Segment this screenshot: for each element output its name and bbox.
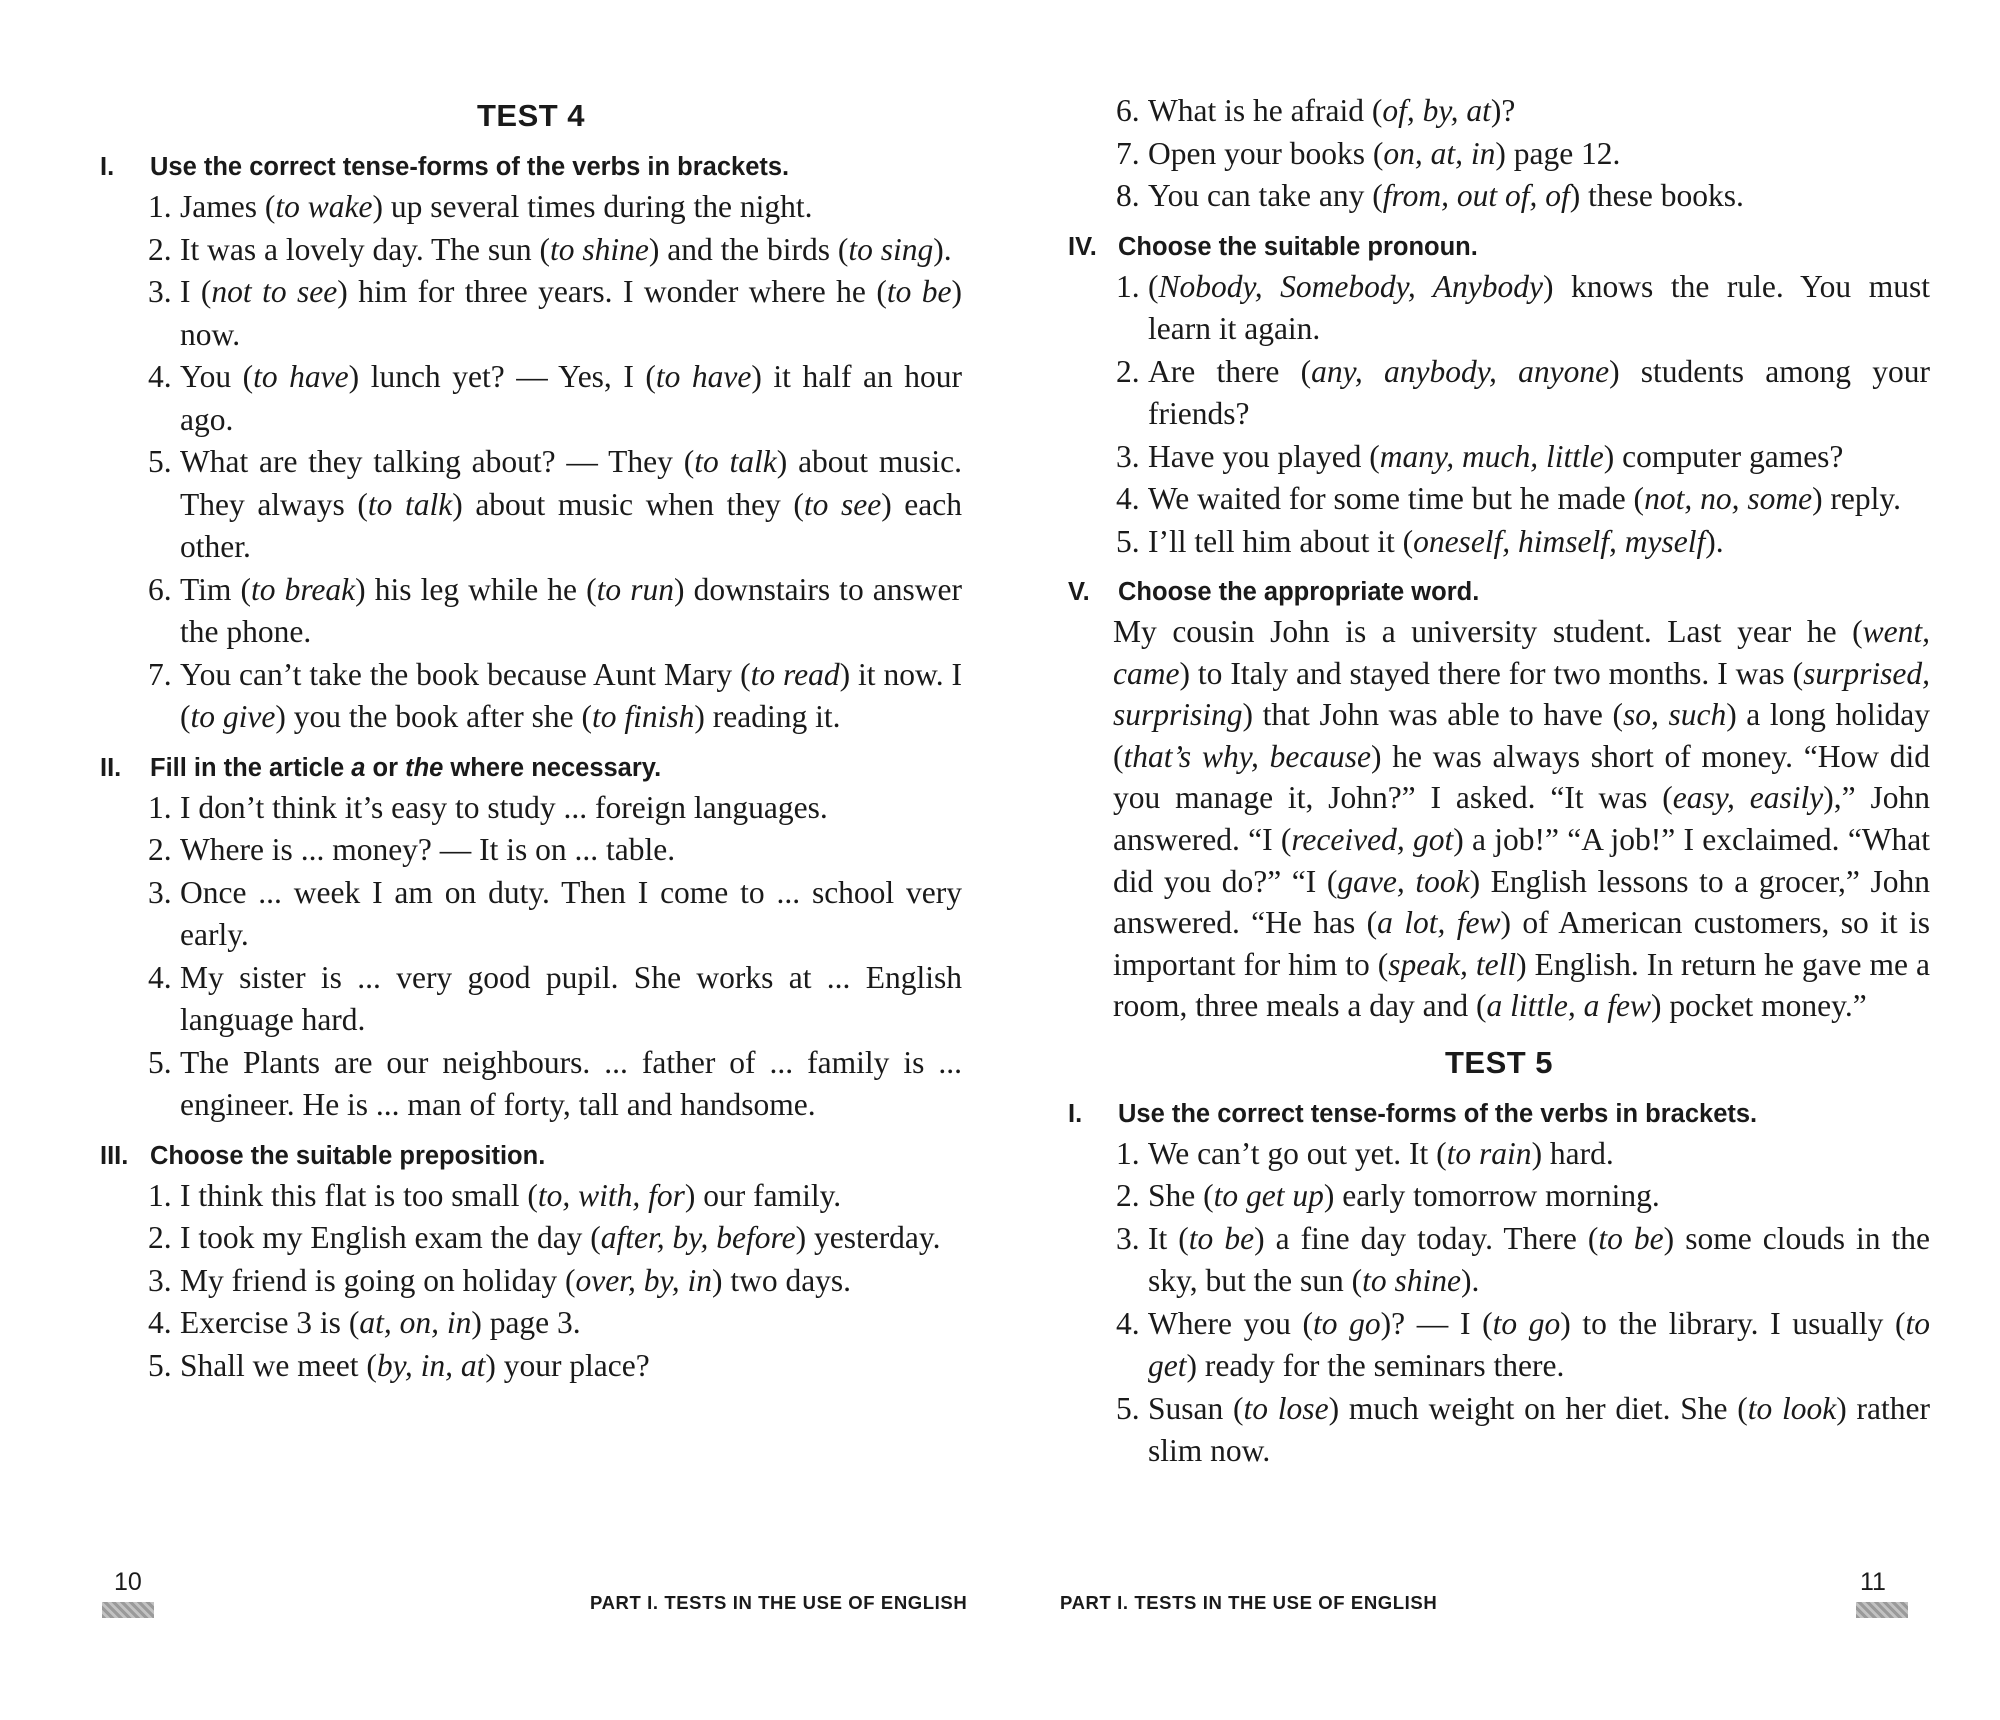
item-number: 4. [148, 1305, 172, 1340]
item-text: Have you played (many, much, little) computer games? [1148, 438, 1844, 474]
item-number: 3. [148, 274, 172, 309]
right-column [1068, 90, 1930, 1483]
list-item [100, 441, 962, 569]
item-text: Tim (to break) his leg while he (to run) downstairs to answer the phone. [180, 571, 963, 649]
task [1068, 228, 1930, 564]
item-number: 5. [148, 444, 172, 479]
right-page [1000, 0, 2000, 1720]
task-number: I. [1068, 1099, 1083, 1128]
item-text: Susan (to lose) much weight on her diet. She (to look) rather slim now. [1148, 1390, 1931, 1469]
list-item [100, 1345, 962, 1388]
task-number: V. [1068, 578, 1090, 606]
task-instruction: Use the correct tense-forms of the verbs in brackets. [150, 153, 790, 181]
item-text: My sister is ... very good pupil. She works at ... English language hard. [180, 959, 962, 1037]
task [100, 749, 962, 1127]
item-number: 2. [1116, 1178, 1140, 1214]
task [1068, 1095, 1930, 1473]
item-text: What are they talking about? — They (to talk) about music. They always (to talk) about music when they (to see) each other. [180, 444, 962, 564]
task-instruction: Use the correct tense-forms of the verbs in brackets. [1118, 1099, 1758, 1128]
item-text: Are there (any, anybody, anyone) students among your friends? [1148, 353, 1930, 431]
list-item [1068, 1388, 1930, 1473]
list-item [100, 1217, 962, 1260]
item-text: We can’t go out yet. It (to rain) hard. [1148, 1135, 1614, 1171]
task-heading [1068, 1095, 1930, 1133]
page-number-bar [102, 1602, 154, 1618]
test-title: TEST 4 [476, 98, 586, 133]
item-text: What is he afraid (of, by, at)? [1148, 93, 1516, 128]
item-number: 6. [148, 571, 172, 607]
item-number: 5. [148, 1044, 172, 1080]
item-number: 1. [148, 1177, 172, 1213]
item-text: It (to be) a fine day today. There (to be) some clouds in the sky, but the sun (to shine). [1148, 1220, 1931, 1299]
item-text: I (not to see) him for three years. I wonder where he (to be) now. [180, 274, 962, 352]
running-footer: PART I. TESTS IN THE USE OF ENGLISH [590, 1592, 968, 1613]
right-tasks [1068, 228, 1930, 1027]
item-text: (Nobody, Somebody, Anybody) knows the rule. You must learn it again. [1148, 268, 1930, 346]
task-heading [100, 1137, 962, 1175]
list-item [1068, 133, 1930, 176]
test-title: TEST 5 [1444, 1044, 1554, 1080]
page-number: 10 [114, 1568, 142, 1596]
item-number: 5. [1116, 523, 1140, 559]
list-item [1068, 1218, 1930, 1303]
task-instruction: Fill in the article a or the where necessary. [150, 753, 662, 782]
list-item [100, 787, 962, 830]
item-text: Shall we meet (by, in, at) your place? [180, 1347, 650, 1383]
item-number: 3. [148, 874, 172, 910]
list-item [1068, 478, 1930, 521]
item-text: I don’t think it’s easy to study ... foreign languages. [180, 789, 828, 825]
task-number: IV. [1068, 232, 1097, 261]
item-text: She (to get up) early tomorrow morning. [1148, 1178, 1660, 1214]
task-items [100, 1175, 962, 1388]
task-instruction: Choose the suitable preposition. [150, 1141, 546, 1170]
list-item [1068, 1133, 1930, 1176]
task [100, 148, 962, 739]
running-footer: PART I. TESTS IN THE USE OF ENGLISH [1060, 1592, 1438, 1613]
item-text: Open your books (on, at, in) page 12. [1148, 135, 1621, 171]
task-number: I. [100, 153, 115, 181]
item-number: 4. [1116, 1305, 1140, 1341]
task-number: II. [100, 753, 122, 782]
task-paragraph: My cousin John is a university student. Last year he (went, came) to Italy and stayed there for two months. I was (surprised, surprising) that John was able to have (so, such) a long holiday (that’s why, because) he was always short of money. “How did you manage it, John?” I asked. “It was (easy, easily),” John answered. “I (received, got) a job!” “A job!” I exclaimed. “What did you do?” “I (gave, took) English lessons to a grocer,” John answered. “He has (a lot, few) of American customers, so it is important for him to (speak, tell) English. In return he gave me a room, three meals a day and (a little, a few) pocket money.” [1113, 614, 1931, 1024]
item-text: I think this flat is too small (to, with, for) our family. [180, 1177, 842, 1213]
list-item [100, 1302, 962, 1345]
list-item [100, 872, 962, 957]
list-item [100, 1260, 962, 1303]
list-item [100, 229, 962, 272]
item-number: 5. [1116, 1390, 1140, 1426]
list-item [1068, 521, 1930, 564]
continued-list [1068, 90, 1930, 218]
item-text: We waited for some time but he made (not, no, some) reply. [1148, 481, 1901, 516]
list-item [100, 356, 962, 441]
item-number: 1. [1116, 1135, 1140, 1171]
item-number: 3. [1116, 438, 1140, 474]
list-item [1068, 1303, 1930, 1388]
item-number: 1. [148, 789, 172, 825]
item-number: 1. [1116, 268, 1140, 304]
task [1068, 573, 1930, 1027]
task-items [100, 787, 962, 1127]
item-number: 3. [148, 1262, 172, 1298]
item-number: 7. [148, 656, 172, 692]
list-item [1068, 1175, 1930, 1218]
item-text: Where is ... money? — It is on ... table. [180, 832, 676, 867]
task-heading [1068, 573, 1930, 611]
item-text: I took my English exam the day (after, by, before) yesterday. [180, 1220, 941, 1255]
item-number: 4. [148, 959, 172, 995]
page-number-bar [1856, 1602, 1908, 1618]
item-text: Exercise 3 is (at, on, in) page 3. [180, 1305, 581, 1340]
list-item [100, 271, 962, 356]
item-text: I’ll tell him about it (oneself, himself, myself). [1148, 523, 1724, 559]
item-number: 3. [1116, 1220, 1140, 1256]
list-item [100, 1175, 962, 1218]
item-text: It was a lovely day. The sun (to shine) and the birds (to sing). [180, 231, 952, 267]
left-tasks [100, 148, 962, 1387]
item-text: The Plants are our neighbours. ... father of ... family is ... engineer. He is ... man of forty, tall and handsome. [180, 1044, 962, 1122]
item-number: 1. [148, 189, 172, 224]
list-item [100, 829, 962, 872]
item-text: My friend is going on holiday (over, by, in) two days. [180, 1262, 852, 1298]
list-item [1068, 266, 1930, 351]
item-text: Where you (to go)? — I (to go) to the library. I usually (to get) ready for the seminars there. [1148, 1305, 1930, 1384]
task-heading [1068, 228, 1930, 266]
item-number: 2. [148, 231, 172, 267]
list-item [1068, 90, 1930, 133]
task-items [100, 186, 962, 739]
item-text: You can take any (from, out of, of) these books. [1148, 178, 1744, 213]
task-heading [100, 749, 962, 787]
page-number: 11 [1860, 1568, 1886, 1596]
item-number: 6. [1116, 93, 1140, 128]
task-instruction: Choose the appropriate word. [1118, 578, 1480, 606]
item-text: Once ... week I am on duty. Then I come to ... school very early. [180, 874, 962, 952]
item-text: James (to wake) up several times during the night. [180, 189, 813, 224]
task-instruction: Choose the suitable pronoun. [1118, 232, 1478, 261]
item-number: 5. [148, 1347, 172, 1383]
list-item [1068, 351, 1930, 436]
item-number: 2. [1116, 353, 1140, 389]
left-column [100, 98, 962, 1397]
item-text: You (to have) lunch yet? — Yes, I (to have) it half an hour ago. [180, 359, 963, 437]
item-text: You can’t take the book because Aunt Mary (to read) it now. I (to give) you the book after she (to finish) reading it. [180, 656, 963, 734]
list-item [100, 569, 962, 654]
list-item [100, 186, 962, 229]
task-heading [100, 148, 962, 186]
item-number: 4. [148, 359, 172, 394]
list-item [1068, 175, 1930, 218]
task [100, 1137, 962, 1388]
item-number: 7. [1116, 135, 1140, 171]
item-number: 2. [148, 832, 172, 867]
task-items [1068, 1133, 1930, 1473]
list-item [100, 1042, 962, 1127]
item-number: 8. [1116, 178, 1140, 213]
task-number: III. [100, 1141, 129, 1170]
list-item [1068, 436, 1930, 479]
list-item [100, 654, 962, 739]
list-item [100, 957, 962, 1042]
item-number: 2. [148, 1220, 172, 1255]
task-items [1068, 266, 1930, 564]
item-number: 4. [1116, 481, 1140, 516]
